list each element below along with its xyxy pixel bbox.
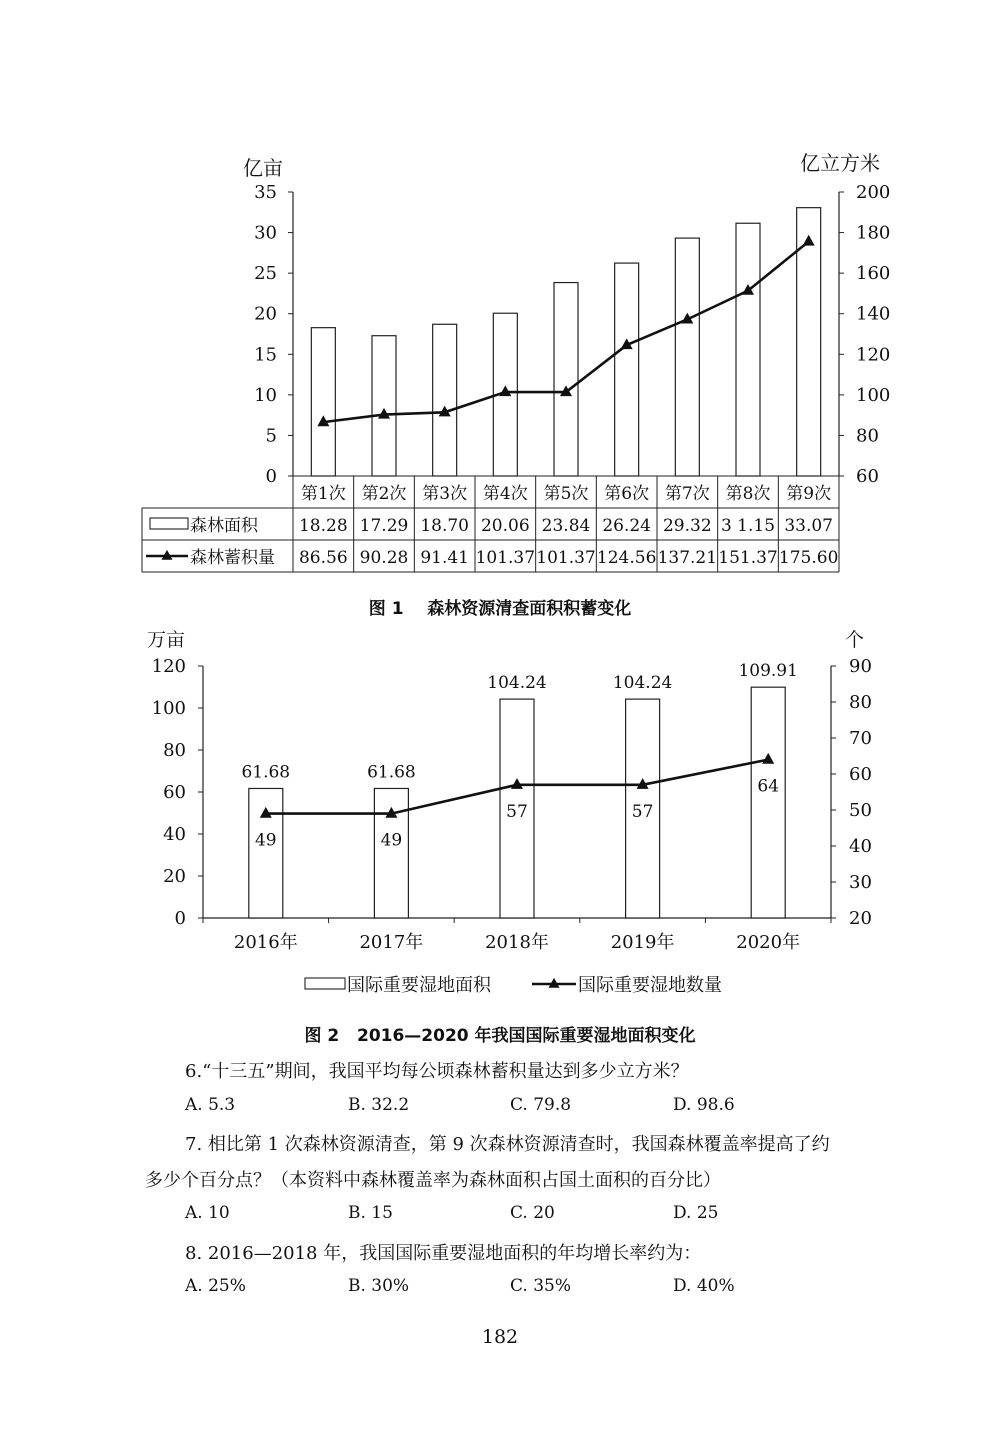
chart2-right-tick-label: 40 <box>849 836 872 857</box>
chart1-right-unit: 亿立方米 <box>800 151 880 175</box>
chart2-left-tick-label: 120 <box>151 656 186 677</box>
question-6-text: 6.“十三五”期间，我国平均每公顷森林蓄积量达到多少立方米？ <box>185 1061 689 1082</box>
question-7-option-c: C. 20 <box>510 1203 555 1223</box>
chart1-line-value: 90.28 <box>359 548 409 568</box>
figure1-label: 图 1 <box>368 599 404 619</box>
chart1-left-tick-label: 25 <box>254 263 277 285</box>
chart2-legend-bar-swatch <box>305 978 345 989</box>
chart2-left-unit: 万亩 <box>147 629 186 651</box>
chart2-category-label: 2020年 <box>736 932 801 953</box>
question-8-text: 8. 2016—2018 年，我国国际重要湿地面积的年均增长率约为： <box>185 1243 702 1264</box>
figure1-caption <box>0 594 1000 619</box>
figure1-title: 森林资源清查面积积蓄变化 <box>427 599 632 619</box>
chart2-line-value: 57 <box>506 801 528 822</box>
chart2-legend-bar-label: 国际重要湿地面积 <box>347 975 491 996</box>
chart2-right-tick-label: 30 <box>849 872 872 893</box>
chart1-category-label: 第6次 <box>604 484 650 504</box>
chart1-line-value: 175.60 <box>778 548 839 568</box>
chart2-bar-value: 61.68 <box>367 762 416 783</box>
question-7-option-a: A. 10 <box>185 1203 230 1223</box>
question-7-option-d: D. 25 <box>673 1203 719 1223</box>
chart2-bar <box>751 687 785 918</box>
chart1-legend-bar-label: 森林面积 <box>190 516 258 536</box>
chart1-left-tick-label: 5 <box>265 425 277 447</box>
chart2-line-value: 49 <box>254 830 277 851</box>
chart2-category-label: 2018年 <box>485 932 549 953</box>
chart1-legend-bar-swatch <box>150 518 188 529</box>
question-8-option-c: C. 35% <box>510 1276 571 1296</box>
question-7-option-b: B. 15 <box>348 1203 393 1223</box>
chart2-right-tick-label: 20 <box>849 908 872 929</box>
chart2-line-value: 64 <box>757 776 780 797</box>
chart2-bar-value: 109.91 <box>738 661 798 682</box>
chart2-left-tick-label: 100 <box>151 698 186 719</box>
chart1-line-value: 151.37 <box>718 548 778 568</box>
chart1-line-value: 101.37 <box>536 548 596 568</box>
chart1-bar-value: 20.06 <box>480 516 530 536</box>
question-8-option-d: D. 40% <box>673 1276 735 1296</box>
chart2-left-tick-label: 80 <box>163 740 186 761</box>
chart1-left-tick-label: 10 <box>254 384 277 406</box>
chart1-line-value: 124.56 <box>596 548 657 568</box>
chart1-right-tick-label: 180 <box>856 222 891 244</box>
chart1-category-label: 第2次 <box>361 484 407 504</box>
question-6-option-b: B. 32.2 <box>348 1095 410 1115</box>
chart1-left-tick-label: 30 <box>254 222 277 244</box>
chart1-bar-value: 18.70 <box>420 516 470 536</box>
chart1-right-tick-label: 60 <box>856 466 879 487</box>
figure2-label: 图 2 <box>304 1026 340 1046</box>
question-6-option-c: C. 79.8 <box>510 1095 572 1115</box>
chart1-line-value: 91.41 <box>420 548 470 568</box>
question-6-option-a: A. 5.3 <box>185 1095 236 1115</box>
chart2-category-label: 2016年 <box>233 932 298 953</box>
chart2-left-tick-label: 40 <box>163 824 186 845</box>
chart1-right-tick-label: 100 <box>856 384 891 406</box>
chart1-category-label: 第9次 <box>786 484 832 504</box>
chart1-right-tick-label: 200 <box>856 182 891 203</box>
chart1-bar-value: 23.84 <box>541 516 591 536</box>
chart-wetland <box>147 629 872 996</box>
chart1-left-unit: 亿亩 <box>243 156 283 180</box>
question-6-option-d: D. 98.6 <box>673 1095 735 1115</box>
chart-forest <box>142 151 890 572</box>
chart2-bar-value: 104.24 <box>487 673 547 694</box>
chart2-category-label: 2019年 <box>610 932 675 953</box>
chart2-right-tick-label: 90 <box>849 656 872 677</box>
chart1-right-tick-label: 80 <box>856 425 879 447</box>
chart1-bar <box>311 328 335 476</box>
chart1-line-value: 101.37 <box>475 548 536 568</box>
chart1-bar <box>615 263 639 476</box>
figure2-caption <box>0 1021 1000 1046</box>
chart1-right-tick-label: 140 <box>856 303 891 325</box>
chart1-category-label: 第4次 <box>482 484 528 504</box>
chart2-right-tick-label: 70 <box>849 728 872 749</box>
chart2-category-label: 2017年 <box>359 932 424 953</box>
chart1-left-tick-label: 15 <box>254 344 277 366</box>
chart1-bar-value: 18.28 <box>298 516 348 536</box>
question-7-text-line1: 7. 相比第 1 次森林资源清查，第 9 次森林资源清查时，我国森林覆盖率提高了约 <box>185 1134 830 1155</box>
chart1-category-label: 第7次 <box>664 484 710 504</box>
chart1-bar-value: 26.24 <box>602 516 652 536</box>
chart2-right-tick-label: 60 <box>849 764 872 785</box>
chart2-left-tick-label: 20 <box>163 866 186 887</box>
chart1-line-value: 86.56 <box>298 548 348 568</box>
chart2-right-tick-label: 50 <box>849 800 872 821</box>
chart1-bar <box>675 238 699 476</box>
chart1-category-label: 第8次 <box>725 484 771 504</box>
chart2-left-tick-label: 60 <box>163 782 186 803</box>
question-8-option-b: B. 30% <box>348 1276 410 1296</box>
chart1-bar <box>372 336 396 476</box>
figure2-title: 2016—2020 年我国国际重要湿地面积变化 <box>356 1026 696 1046</box>
chart2-legend-line-label: 国际重要湿地数量 <box>578 975 722 996</box>
chart1-bar <box>433 324 457 476</box>
chart2-right-unit: 个 <box>845 629 865 651</box>
chart1-bar <box>736 223 760 476</box>
chart1-category-label: 第3次 <box>422 484 468 504</box>
chart1-legend-line-label: 森林蓄积量 <box>190 548 275 568</box>
chart1-category-label: 第5次 <box>543 484 589 504</box>
chart1-left-tick-label: 35 <box>254 182 277 203</box>
chart1-bar-value: 29.32 <box>662 516 712 536</box>
chart1-left-tick-label: 20 <box>254 303 277 325</box>
page-number: 182 <box>481 1326 519 1348</box>
question-7-text-line2: 多少个百分点？（本资料中森林覆盖率为森林面积占国土面积的百分比） <box>145 1170 721 1191</box>
chart1-left-tick-label: 0 <box>265 466 277 487</box>
chart2-line-value: 57 <box>631 801 654 822</box>
chart1-bar-value: 33.07 <box>784 516 834 536</box>
chart1-bar-value: 17.29 <box>359 516 409 536</box>
question-8-option-a: A. 25% <box>185 1276 246 1296</box>
chart1-bar-value: 3 1.15 <box>720 516 776 536</box>
chart1-right-tick-label: 160 <box>856 263 891 285</box>
chart1-line-value: 137.21 <box>657 548 718 568</box>
chart2-bar-value: 61.68 <box>241 762 291 783</box>
chart1-category-label: 第1次 <box>300 484 346 504</box>
chart1-right-tick-label: 120 <box>856 344 891 366</box>
chart1-bar <box>554 283 578 476</box>
chart2-bar-value: 104.24 <box>612 673 673 694</box>
chart2-right-tick-label: 80 <box>849 692 872 713</box>
chart2-left-tick-label: 0 <box>174 908 186 929</box>
chart2-line-value: 49 <box>380 830 403 851</box>
